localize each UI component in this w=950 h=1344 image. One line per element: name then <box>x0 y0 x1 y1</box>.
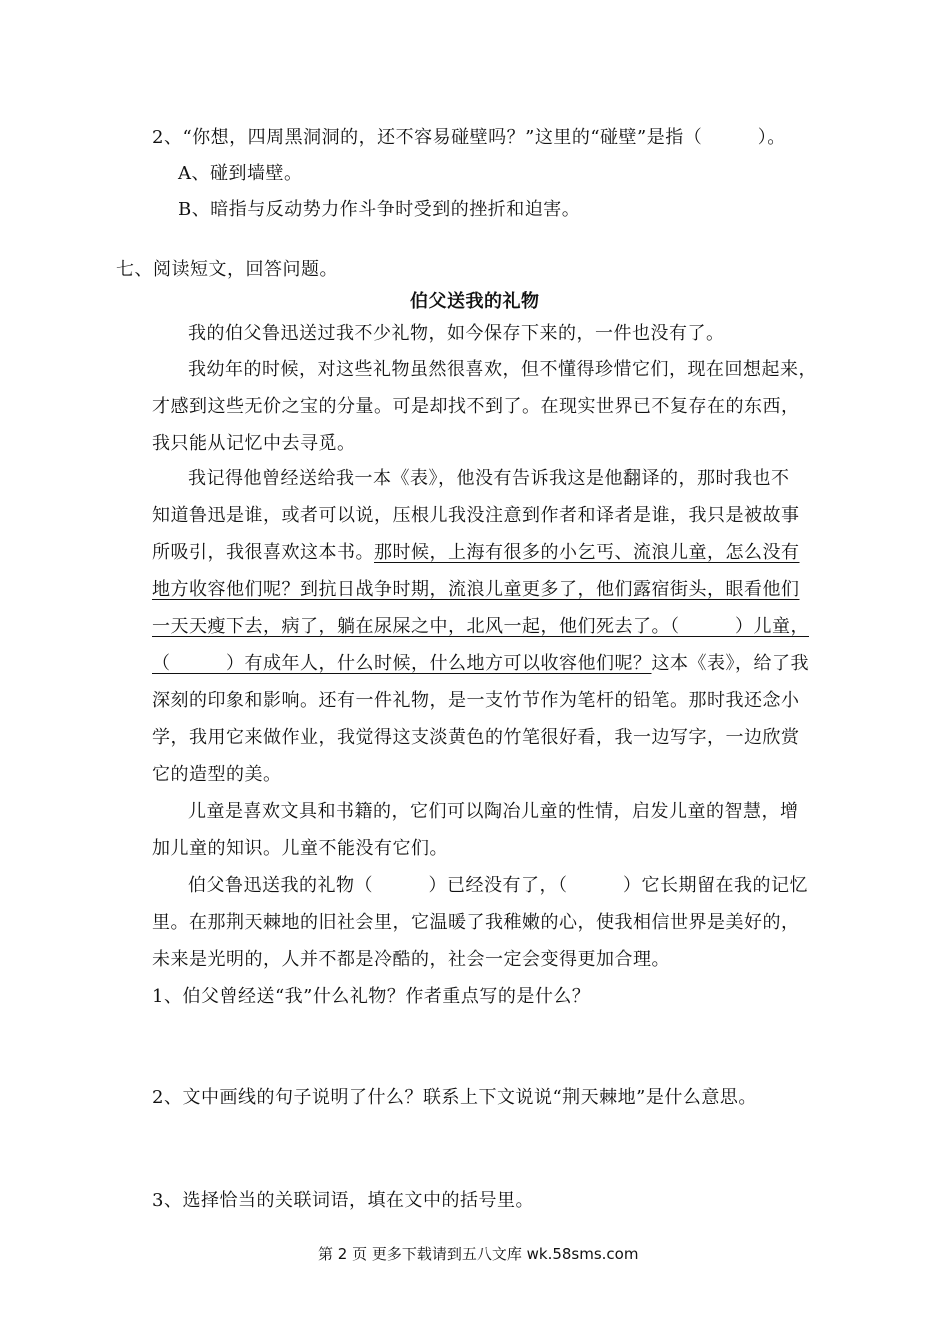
plain-text: 这本《表》，给了我 <box>651 653 809 674</box>
paragraph-line: 才感到这些无价之宝的分量。可是却找不到了。在现实世界已不复存在的东西， <box>152 396 800 417</box>
paragraph-line: 我的伯父鲁迅送过我不少礼物，如今保存下来的，一件也没有了。 <box>188 323 725 344</box>
question-2: 2、文中画线的句子说明了什么？联系上下文说说“荆天棘地”是什么意思。 <box>152 1087 757 1108</box>
q6-item2-stem: 2、“你想，四周黑洞洞的，还不容易碰壁吗？”这里的“碰壁”是指（ ）。 <box>152 127 786 148</box>
paragraph-line: 它的造型的美。 <box>152 764 282 785</box>
question-1: 1、伯父曾经送“我”什么礼物？作者重点写的是什么？ <box>152 986 591 1007</box>
question-3: 3、选择恰当的关联词语，填在文中的括号里。 <box>152 1190 534 1211</box>
paragraph-line: 我记得他曾经送给我一本《表》，他没有告诉我这是他翻译的，那时我也不 <box>188 468 790 489</box>
paragraph-line: 伯父鲁迅送我的礼物（ ）已经没有了，（ ）它长期留在我的记忆 <box>188 875 808 896</box>
q6-option-b: B、暗指与反动势力作斗争时受到的挫折和迫害。 <box>178 199 581 220</box>
paragraph-line: 我幼年的时候，对这些礼物虽然很喜欢，但不懂得珍惜它们，现在回想起来， <box>188 359 817 380</box>
paragraph-line: 我只能从记忆中去寻觅。 <box>152 433 356 454</box>
paragraph-line: 儿童是喜欢文具和书籍的，它们可以陶冶儿童的性情，启发儿童的智慧，增 <box>188 801 799 822</box>
underlined-sentence: 地方收容他们呢？到抗日战争时期，流浪儿童更多了，他们露宿街头，眼看他们 <box>152 579 800 600</box>
paragraph-line: 未来是光明的，人并不都是冷酷的，社会一定会变得更加合理。 <box>152 949 670 970</box>
underlined-sentence: （ ）有成年人，什么时候，什么地方可以收容他们呢？ <box>152 653 652 674</box>
underlined-sentence: 一天天瘦下去，病了，躺在尿屎之中，北风一起，他们死去了。（ ）儿童， <box>152 616 809 637</box>
underlined-sentence: 那时候，上海有很多的小乞丐、流浪儿童，怎么没有 <box>374 542 800 563</box>
plain-text: 所吸引，我很喜欢这本书。 <box>152 542 374 563</box>
paragraph-line: 里。在那荆天棘地的旧社会里，它温暖了我稚嫩的心，使我相信世界是美好的， <box>152 912 800 933</box>
q6-option-a: A、碰到墙壁。 <box>178 163 303 184</box>
article-title: 伯父送我的礼物 <box>410 291 540 312</box>
page-footer: 第 2 页 更多下载请到五八文库 wk.58sms.com <box>318 1245 639 1263</box>
paragraph-line: 学，我用它来做作业，我觉得这支淡黄色的竹笔很好看，我一边写字，一边欣赏 <box>152 727 800 748</box>
paragraph-line: 深刻的印象和影响。还有一件礼物，是一支竹节作为笔杆的铅笔。那时我还念小 <box>152 690 800 711</box>
paragraph-line: 知道鲁迅是谁，或者可以说，压根儿我没注意到作者和译者是谁，我只是被故事 <box>152 505 800 526</box>
paragraph-line: 加儿童的知识。儿童不能没有它们。 <box>152 838 448 859</box>
section7-heading: 七、阅读短文，回答问题。 <box>116 259 338 280</box>
paragraph-line <box>152 541 800 565</box>
paragraph-line <box>152 652 809 676</box>
